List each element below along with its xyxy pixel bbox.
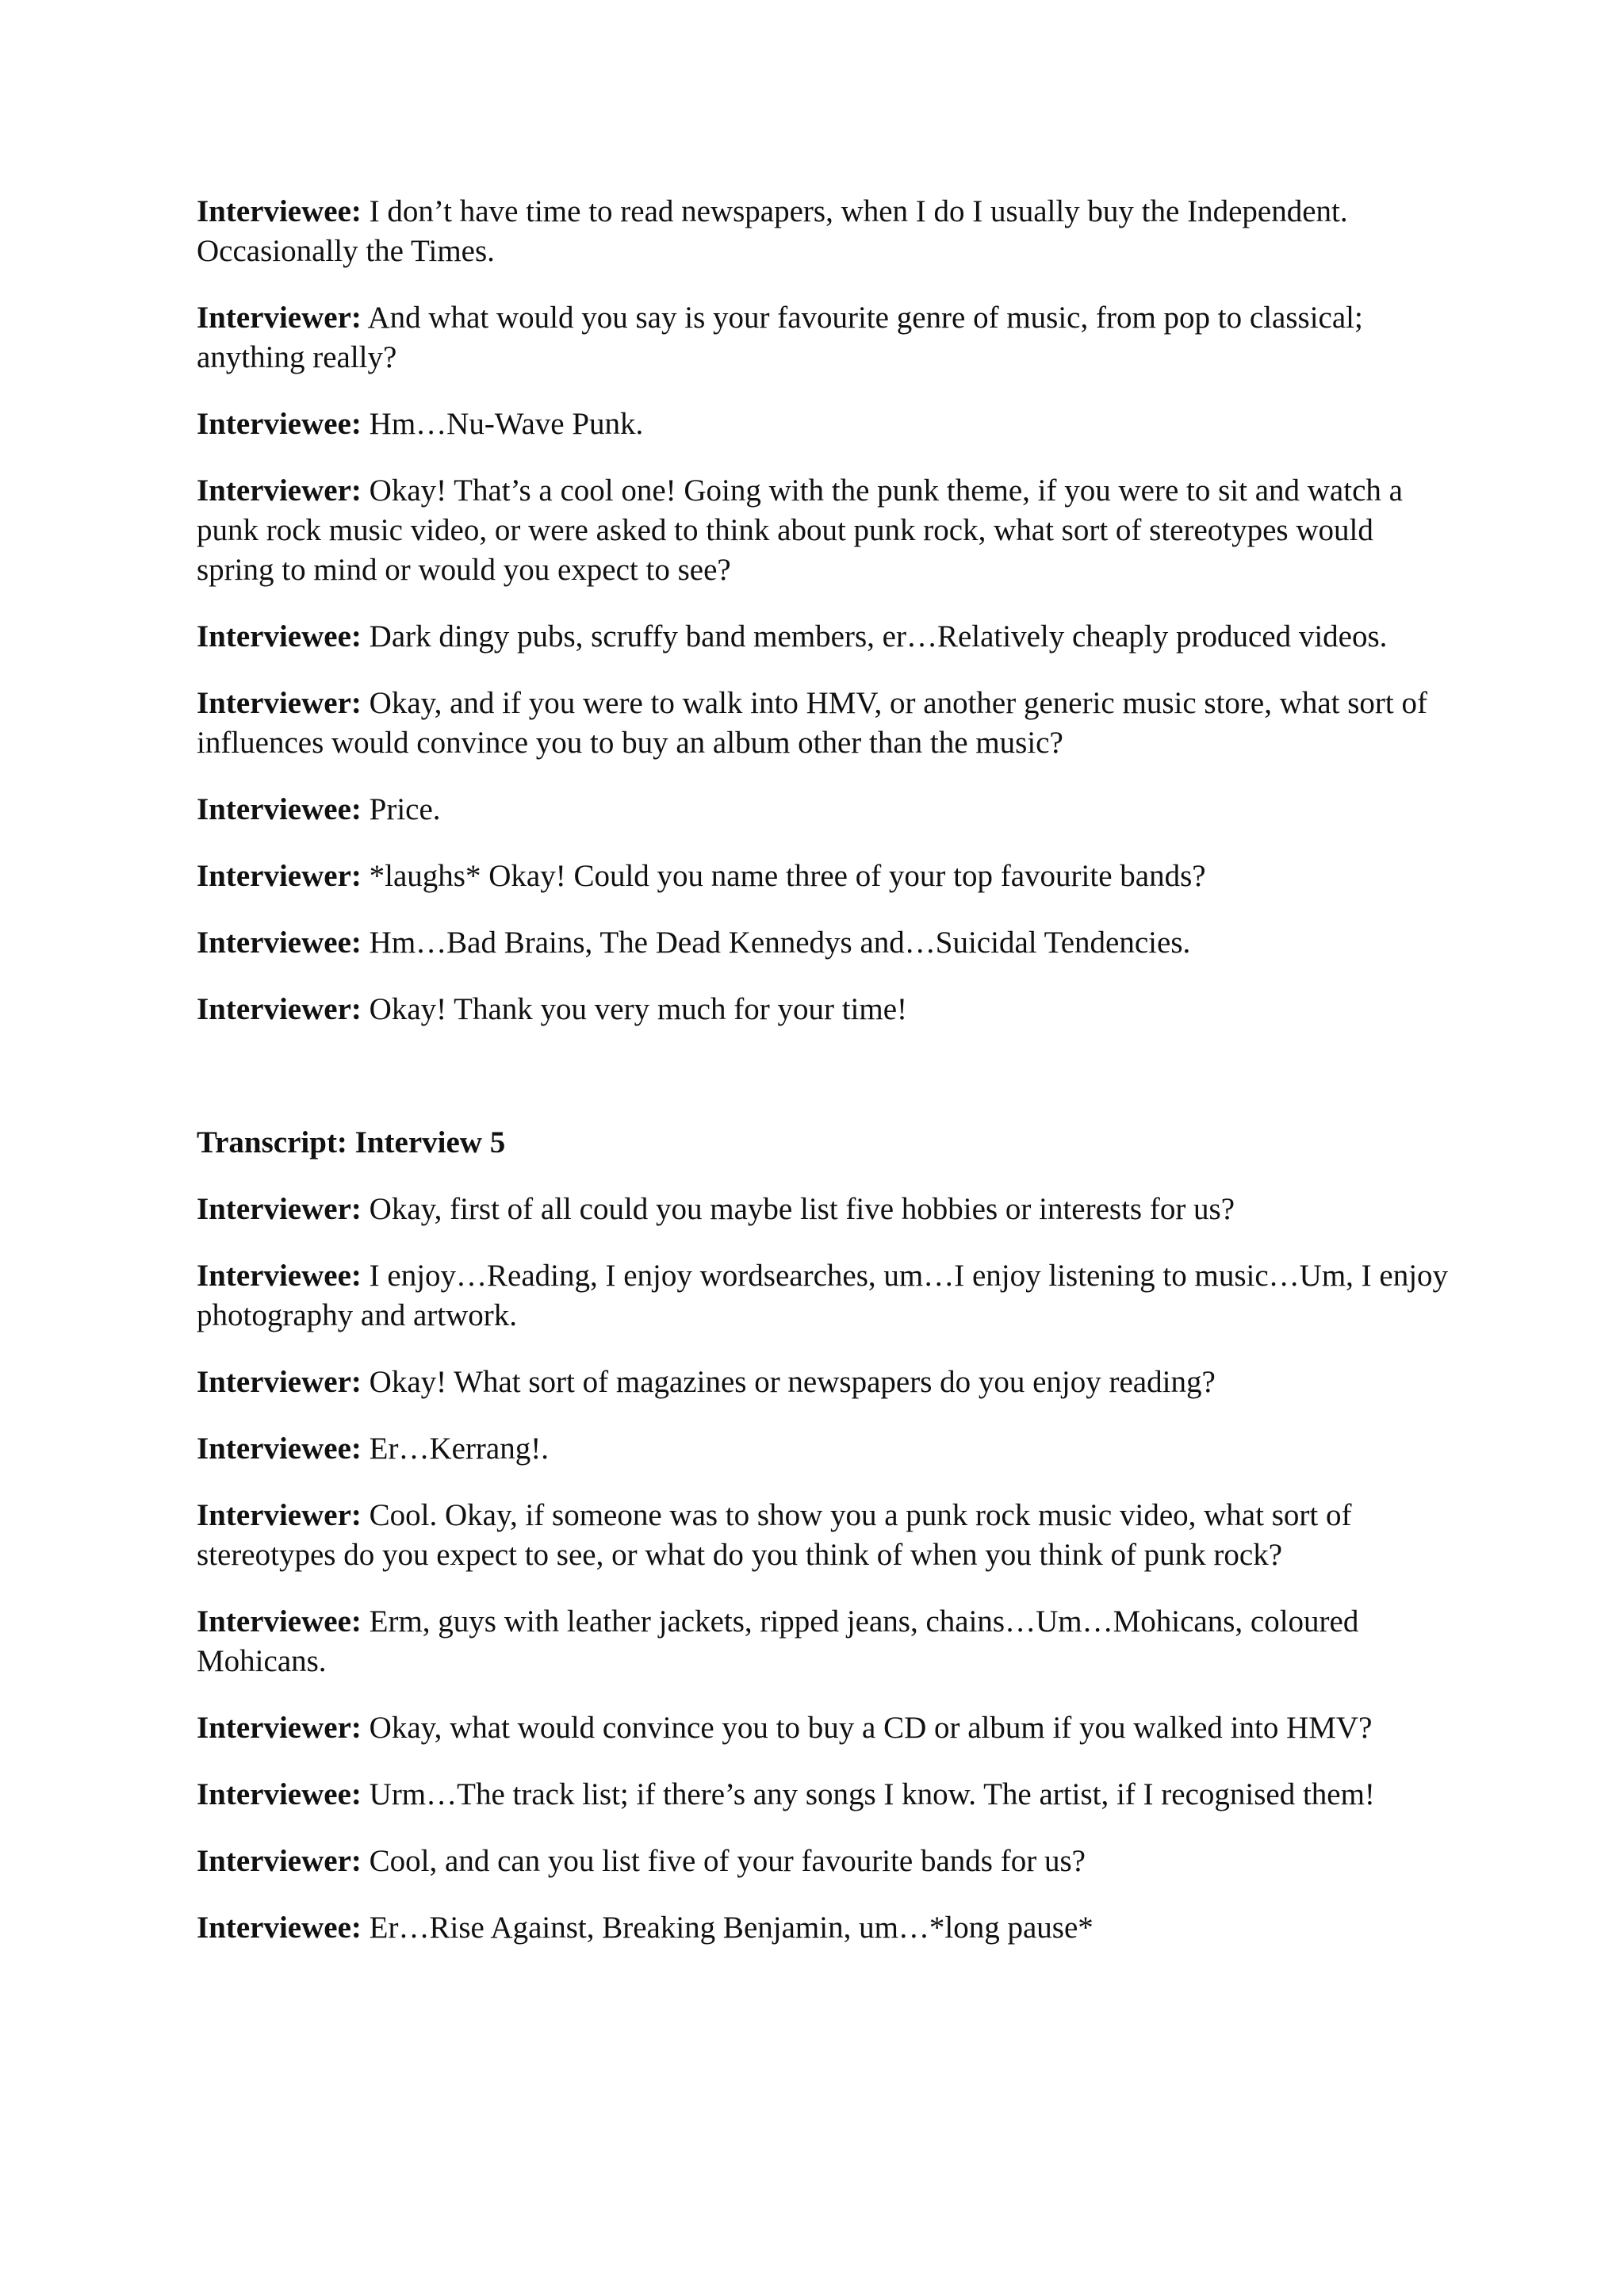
- section-spacer: [197, 1056, 1450, 1123]
- speaker-label: Interviewer:: [197, 473, 362, 508]
- speaker-label: Interviewee:: [197, 194, 362, 228]
- speaker-label: Interviewer:: [197, 1711, 362, 1745]
- speaker-label: Interviewee:: [197, 1259, 362, 1293]
- utterance-text: And what would you say is your favourite genre of music, from pop to classical; anything really?: [197, 301, 1363, 374]
- dialogue-turn: [197, 404, 1450, 444]
- utterance-text: Urm…The track list; if there’s any songs I know. The artist, if I recognised them!: [369, 1777, 1375, 1811]
- speaker-label: Interviewer:: [197, 992, 362, 1026]
- dialogue-turn: [197, 790, 1450, 830]
- utterance-text: Er…Rise Against, Breaking Benjamin, um…*long pause*: [369, 1911, 1094, 1945]
- speaker-label: Interviewee:: [197, 1777, 362, 1811]
- dialogue-turn: [197, 923, 1450, 963]
- speaker-label: Interviewee:: [197, 1432, 362, 1466]
- dialogue-turn: [197, 471, 1450, 590]
- transcript-part-2: [197, 1190, 1450, 1948]
- dialogue-turn: [197, 1256, 1450, 1336]
- speaker-label: Interviewee:: [197, 619, 362, 654]
- speaker-label: Interviewer:: [197, 1192, 362, 1226]
- utterance-text: Okay! Thank you very much for your time!: [369, 992, 908, 1026]
- utterance-text: Erm, guys with leather jackets, ripped jeans, chains…Um…Mohicans, coloured Mohicans.: [197, 1604, 1359, 1678]
- dialogue-turn: [197, 1602, 1450, 1681]
- dialogue-turn: [197, 1708, 1450, 1748]
- dialogue-turn: [197, 990, 1450, 1029]
- section-heading: Transcript: Interview 5: [197, 1125, 506, 1159]
- utterance-text: Hm…Bad Brains, The Dead Kennedys and…Suicidal Tendencies.: [369, 926, 1191, 960]
- dialogue-turn: [197, 1190, 1450, 1229]
- utterance-text: I enjoy…Reading, I enjoy wordsearches, um…I enjoy listening to music…Um, I enjoy photography and artwork.: [197, 1259, 1449, 1332]
- speaker-label: Interviewer:: [197, 1365, 362, 1399]
- utterance-text: Okay! That’s a cool one! Going with the punk theme, if you were to sit and watch a punk rock music video, or were asked to think about punk rock, what sort of stereotypes would spring to mind or would you expect to see?: [197, 473, 1403, 587]
- dialogue-turn: [197, 617, 1450, 657]
- dialogue-turn: [197, 1842, 1450, 1881]
- speaker-label: Interviewee:: [197, 1604, 362, 1639]
- utterance-text: Er…Kerrang!.: [369, 1432, 549, 1466]
- dialogue-turn: [197, 1429, 1450, 1469]
- speaker-label: Interviewer:: [197, 859, 362, 893]
- utterance-text: Okay, first of all could you maybe list five hobbies or interests for us?: [369, 1192, 1235, 1226]
- utterance-text: Okay, and if you were to walk into HMV, or another generic music store, what sort of influences would convince you to buy an album other than the music?: [197, 686, 1427, 760]
- utterance-text: Price.: [369, 792, 441, 826]
- dialogue-turn: [197, 192, 1450, 271]
- speaker-label: Interviewer:: [197, 301, 362, 335]
- dialogue-turn: [197, 1908, 1450, 1948]
- utterance-text: *laughs* Okay! Could you name three of your top favourite bands?: [369, 859, 1206, 893]
- utterance-text: I don’t have time to read newspapers, when I do I usually buy the Independent. Occasionally the Times.: [197, 194, 1348, 268]
- speaker-label: Interviewee:: [197, 792, 362, 826]
- speaker-label: Interviewee:: [197, 926, 362, 960]
- dialogue-turn: [197, 298, 1450, 378]
- utterance-text: Cool. Okay, if someone was to show you a punk rock music video, what sort of stereotypes do you expect to see, or what do you think of when you think of punk rock?: [197, 1498, 1352, 1572]
- dialogue-turn: [197, 1775, 1450, 1815]
- utterance-text: Okay! What sort of magazines or newspapers do you enjoy reading?: [369, 1365, 1216, 1399]
- utterance-text: Okay, what would convince you to buy a CD or album if you walked into HMV?: [369, 1711, 1373, 1745]
- speaker-label: Interviewer:: [197, 686, 362, 720]
- speaker-label: Interviewer:: [197, 1844, 362, 1878]
- utterance-text: Dark dingy pubs, scruffy band members, er…Relatively cheaply produced videos.: [369, 619, 1388, 654]
- speaker-label: Interviewee:: [197, 1911, 362, 1945]
- dialogue-turn: [197, 684, 1450, 763]
- dialogue-turn: [197, 857, 1450, 896]
- dialogue-turn: [197, 1496, 1450, 1575]
- utterance-text: Hm…Nu-Wave Punk.: [369, 407, 644, 441]
- document-page: [197, 192, 1450, 1975]
- speaker-label: Interviewer:: [197, 1498, 362, 1532]
- utterance-text: Cool, and can you list five of your favourite bands for us?: [369, 1844, 1086, 1878]
- transcript-part-1: [197, 192, 1450, 1029]
- dialogue-turn: [197, 1363, 1450, 1402]
- speaker-label: Interviewee:: [197, 407, 362, 441]
